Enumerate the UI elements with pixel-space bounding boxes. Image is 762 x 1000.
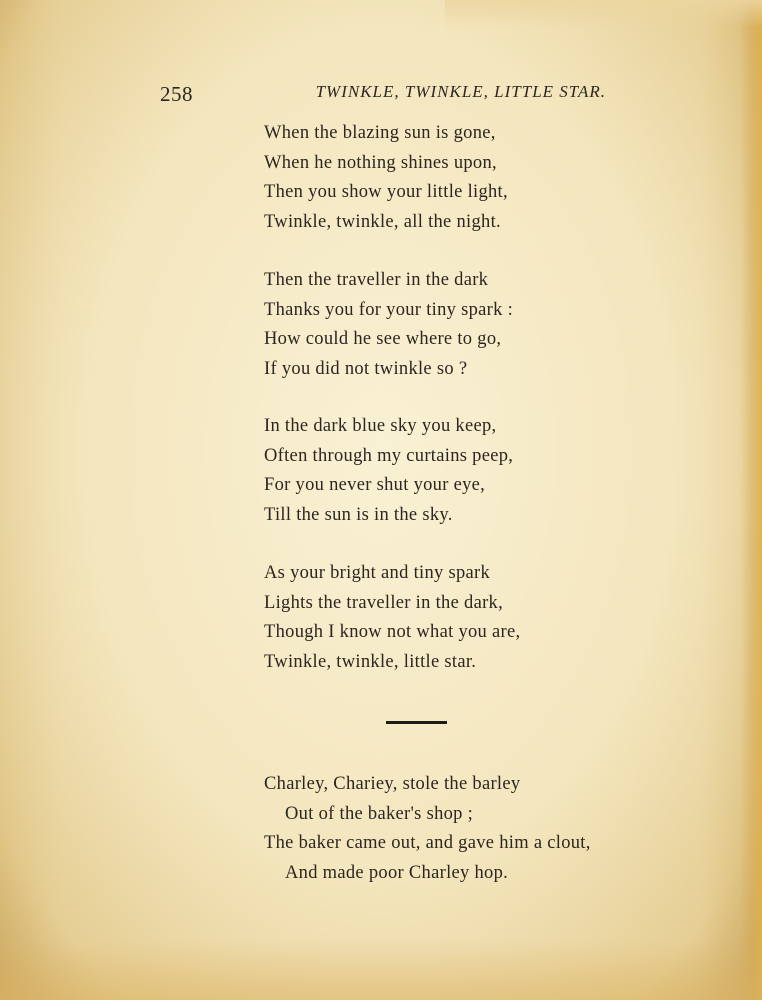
running-title: TWINKLE, TWINKLE, LITTLE STAR. (315, 82, 606, 101)
poem-line: Twinkle, twinkle, all the night. (264, 211, 501, 232)
stanza-3 (264, 412, 513, 530)
page-edge-bottom (0, 940, 762, 1000)
poem-line: Then you show your little light, (264, 182, 508, 202)
poem-line: And made poor Charley hop. (285, 862, 509, 883)
poem-line: As your bright and tiny spark (264, 563, 491, 583)
page-edge-top (445, 0, 762, 28)
poem-line: Though I know not what you are, (264, 622, 521, 642)
poem-line: The baker came out, and gave him a clout, (264, 833, 591, 853)
poem-line: If you did not twinkle so ? (264, 358, 468, 379)
poem-line: For you never shut your eye, (264, 475, 486, 495)
poem-line: Then the traveller in the dark (264, 270, 489, 290)
poem-line: Charley, Chariey, stole the barley (264, 774, 521, 794)
poem-line: Thanks you for your tiny spark : (264, 299, 514, 320)
page-header (160, 78, 606, 112)
stanza-1 (264, 119, 508, 237)
page-number: 258 (160, 82, 193, 106)
second-rhyme (264, 770, 591, 888)
poem-line: Lights the traveller in the dark, (264, 592, 504, 613)
page-edge-right (740, 0, 762, 1000)
poem-line: When the blazing sun is gone, (264, 123, 496, 143)
section-divider (386, 721, 447, 724)
poem-line: How could he see where to go, (264, 329, 502, 349)
poem-line: Often through my curtains peep, (264, 445, 514, 466)
poem-line: Till the sun is in the sky. (264, 504, 453, 525)
poem-line: Twinkle, twinkle, little star. (264, 651, 477, 672)
stanza-4 (264, 559, 520, 677)
poem-line: In the dark blue sky you keep, (264, 416, 497, 436)
poem-line: Out of the baker's shop ; (285, 803, 474, 824)
stanza-2 (264, 266, 513, 384)
poem-line: When he nothing shines upon, (264, 152, 497, 173)
